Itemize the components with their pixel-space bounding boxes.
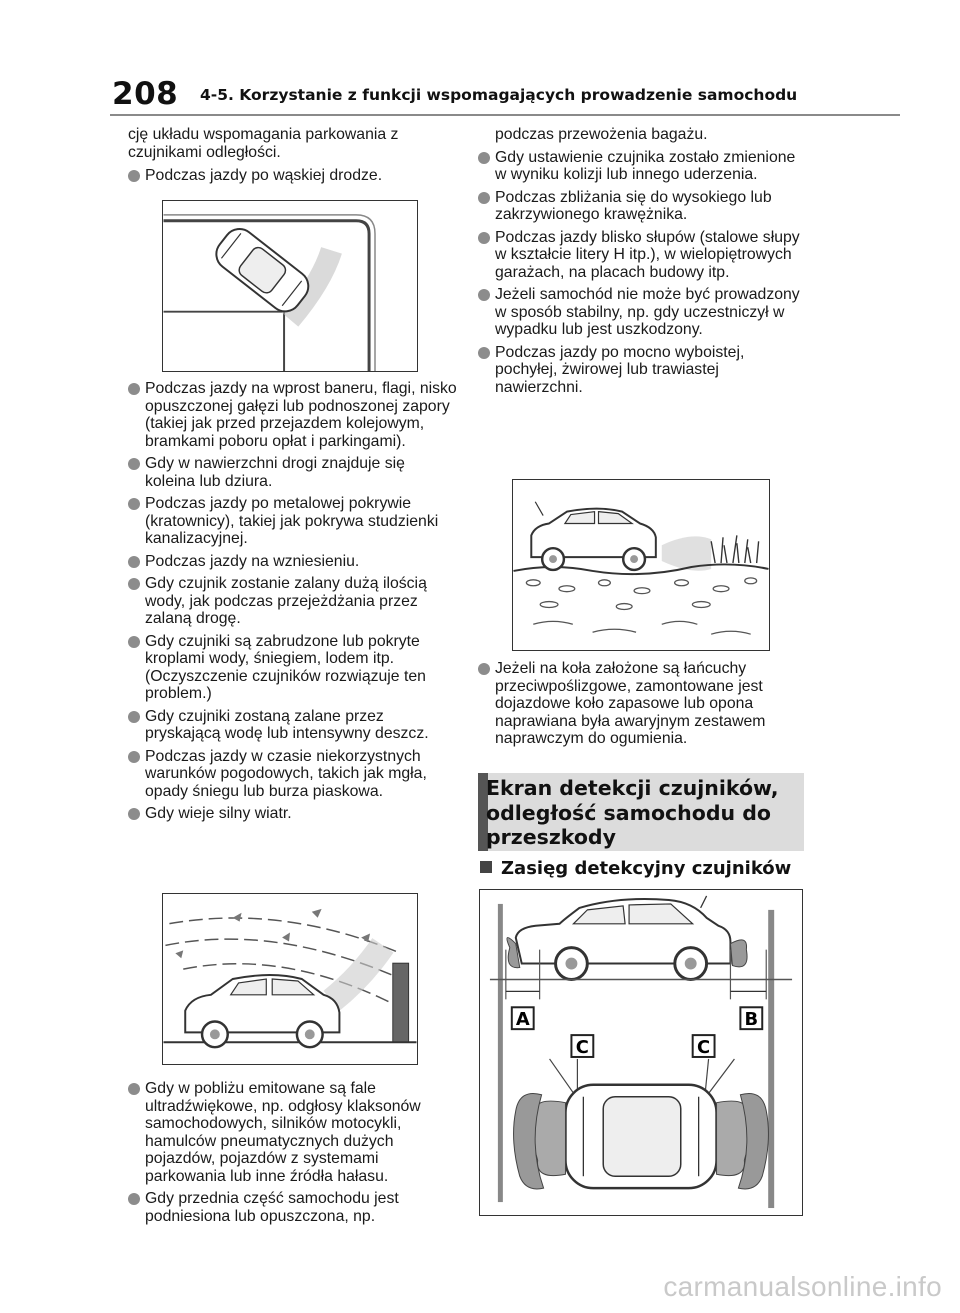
list-item-text: Gdy wieje silny wiatr. [145,805,292,822]
intro-paragraph: cję układu wspomagania parkowania z czujnikami odległości. [128,126,399,161]
label-b: B [744,1009,759,1031]
watermark: carmanualsonline.info [663,1271,942,1302]
label-a: A [515,1009,530,1031]
list-item [128,748,458,801]
rough-terrain-drawing [513,480,769,650]
bullet-icon [478,347,490,359]
list-item-text: Jeżeli na koła założone są łańcuchy przeciwpoślizgowe, zamontowane jest dojazdowe koło zapasowe lub opona naprawiana była awaryjnym zestawem naprawczym do ogumienia. [495,660,766,747]
label-c-left: C [575,1036,589,1058]
bullet-icon [128,1193,140,1205]
bullet-icon [478,192,490,204]
strong-wind-illustration [162,893,418,1065]
list-item [128,553,458,571]
bullet-icon [128,458,140,470]
list-item-text: Podczas jazdy na wprost baneru, flagi, nisko opuszczonej gałęzi lub podnoszonej zapory (takiej jak przed przejazdem kolejowym, bramkami poboru opłat i parkingami). [145,380,457,450]
header-rule [110,114,900,116]
list-item-text: Gdy w nawierzchni drogi znajduje się koleina lub dziura. [145,455,405,490]
list-item [478,149,808,184]
bullet-icon [128,578,140,590]
subheading-text: Zasięg detekcyjny czujników [501,858,792,879]
list-item-text: Podczas jazdy po wąskiej drodze. [145,167,383,184]
list-item-text: Gdy w pobliżu emitowane są fale ultradźwiękowe, np. odgłosy klaksonów samochodowych, silników motocykli, hamulców pneumatycznych dużych pojazdów, pojazdów z systemami parkowania lub inne źródła hałasu. [145,1080,421,1185]
list-item [478,286,808,339]
list-item-text: Podczas jazdy po metalowej pokrywie (kratownicy), takiej jak pokrywa studzienki kanalizacyjnej. [145,495,439,547]
left-column-middle [128,380,458,828]
list-item [128,575,458,628]
bullet-icon [478,152,490,164]
chapter-title: 4-5. Korzystanie z funkcji wspomagających prowadzenie samochodu [200,86,798,104]
narrow-road-drawing [163,201,417,371]
list-item [128,167,458,185]
list-item [128,1190,458,1225]
bullet-icon [128,751,140,763]
list-item-text: Gdy przednia część samochodu jest podniesiona lub opuszczona, np. [145,1190,399,1225]
list-item [128,1080,458,1185]
sensor-range-diagram [479,889,803,1216]
bullet-icon [128,636,140,648]
page-number: 208 [112,76,179,112]
list-item [478,660,808,748]
section-title: Ekran detekcji czujników, odległość samochodu do przeszkody [486,776,779,849]
list-item [128,633,458,703]
list-item [478,189,808,224]
bullet-icon [128,711,140,723]
square-bullet-icon [480,861,492,873]
page-header [110,74,900,118]
list-item [478,344,808,397]
list-item-text: Gdy czujniki są zabrudzone lub pokryte kroplami wody, śniegiem, lodem itp. (Oczyszczenie czujników rozwiązuje ten problem.) [145,632,426,702]
list-item [128,495,458,548]
bullet-icon [128,556,140,568]
list-item [128,805,458,823]
list-item-text: Gdy czujniki zostaną zalane przez pryskającą wodę lub intensywny deszcz. [145,707,429,742]
list-item [128,380,458,450]
car-top-view [565,1085,716,1188]
bullet-icon [128,498,140,510]
bullet-icon [128,170,140,182]
strong-wind-drawing [163,894,417,1064]
bullet-icon [128,1083,140,1095]
list-item-text: Podczas jazdy blisko słupów (stalowe słupy w kształcie litery H itp.), w wielopiętrowych garażach, na placach budowy itp. [495,228,800,281]
list-item [128,455,458,490]
bullet-icon [478,663,490,675]
sensor-range-drawing [480,890,802,1215]
bullet-icon [478,289,490,301]
list-item-text: Gdy czujnik zostanie zalany dużą ilością wody, jak podczas przejeżdżania przez zalaną drogę. [145,575,427,627]
subheading [480,858,791,879]
list-item [478,229,808,282]
label-c-right: C [697,1036,711,1058]
list-item-text: Jeżeli samochód nie może być prowadzony w sposób stabilny, np. gdy uczestniczył w wypadku lub jest uszkodzony. [495,286,800,338]
list-item-text: Podczas jazdy na wzniesieniu. [145,552,360,570]
bullet-icon [128,383,140,395]
narrow-road-illustration [162,200,418,372]
list-item-text: Podczas jazdy w czasie niekorzystnych warunków pogodowych, takich jak mgła, opady śniegu lub burza piaskowa. [145,747,427,800]
rough-terrain-illustration [512,479,770,651]
right-column-top [478,126,808,401]
bullet-icon [478,232,490,244]
continuation-text: podczas przewożenia bagażu. [495,126,708,143]
list-item-text: Gdy ustawienie czujnika zostało zmienione w wyniku kolizji lub innego uderzenia. [495,148,796,183]
right-column-bottom [478,660,808,753]
left-column-top [128,126,458,190]
left-column-bottom [128,1080,458,1230]
list-item-text: Podczas zbliżania się do wysokiego lub zakrzywionego krawężnika. [495,188,772,223]
bullet-icon [128,808,140,820]
list-item [128,708,458,743]
list-item-text: Podczas jazdy po mocno wyboistej, pochyłej, żwirowej lub trawiastej nawierzchni. [495,343,745,396]
